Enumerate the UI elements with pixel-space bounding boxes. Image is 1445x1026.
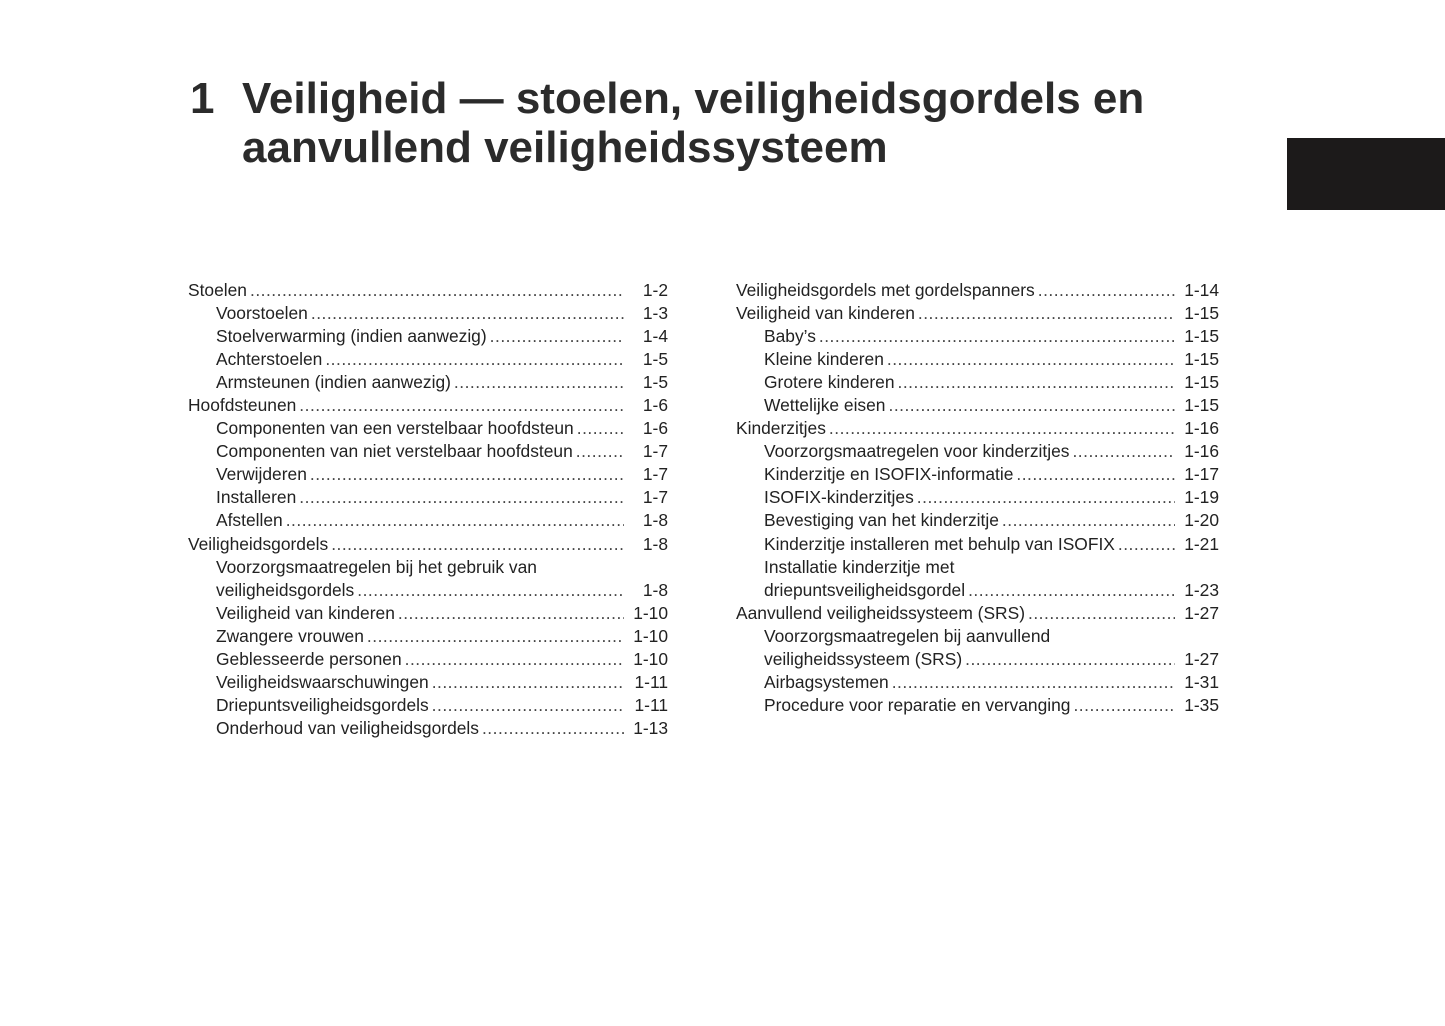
toc-entry[interactable]	[188, 533, 668, 556]
toc-entry-page: 1-3	[642, 303, 668, 324]
chapter-thumb-tab	[1287, 138, 1445, 210]
toc-entry-page: 1-27	[1184, 602, 1219, 623]
toc-entry-page: 1-10	[633, 648, 668, 669]
toc-entry-page: 1-15	[1184, 303, 1219, 324]
toc-entry-page: 1-7	[642, 487, 668, 508]
toc-entry-page: 1-16	[1184, 418, 1219, 439]
toc-entry-page: 1-23	[1184, 579, 1219, 600]
toc-entry[interactable]	[188, 279, 668, 302]
toc-entry-page: 1-8	[642, 533, 668, 554]
toc-entry[interactable]	[736, 279, 1219, 302]
toc-dot-leader	[325, 348, 624, 371]
toc-dot-leader	[968, 579, 1175, 602]
toc-entry-title: Voorzorgsmaatregelen bij het gebruik van	[216, 556, 537, 577]
toc-entry-title: Voorstoelen	[216, 303, 308, 324]
toc-entry[interactable]	[188, 579, 668, 602]
toc-entry-page: 1-10	[633, 625, 668, 646]
toc-entry-page: 1-19	[1184, 487, 1219, 508]
toc-dot-leader	[829, 417, 1175, 440]
toc-dot-leader	[398, 602, 624, 625]
toc-entry-page: 1-15	[1184, 349, 1219, 370]
chapter-title-line-1: Veiligheid — stoelen, veiligheidsgordels en	[242, 74, 1145, 123]
toc-entry[interactable]	[736, 463, 1219, 486]
toc-dot-leader	[1073, 694, 1175, 717]
toc-dot-leader	[1002, 509, 1175, 532]
toc-dot-leader	[887, 348, 1175, 371]
toc-entry[interactable]	[188, 371, 668, 394]
toc-entry[interactable]	[736, 509, 1219, 532]
toc-entry[interactable]	[188, 440, 668, 463]
toc-entry-title: Veiligheid van kinderen	[216, 602, 395, 623]
toc-entry[interactable]	[736, 648, 1219, 671]
toc-entry-title: driepuntsveiligheidsgordel	[764, 579, 966, 600]
toc-entry-page: 1-4	[642, 326, 668, 347]
toc-entry[interactable]	[188, 302, 668, 325]
toc-entry-page: 1-7	[642, 464, 668, 485]
toc-entry-title: Stoelen	[188, 280, 247, 300]
chapter-title	[190, 74, 1230, 172]
toc-dot-leader	[1072, 440, 1175, 463]
toc-entry-page: 1-13	[633, 717, 668, 738]
toc-entry-title: Afstellen	[216, 510, 283, 531]
toc-entry-page: 1-21	[1184, 533, 1219, 554]
toc-dot-leader	[250, 279, 624, 302]
toc-entry-title: Geblesseerde personen	[216, 648, 402, 669]
toc-dot-leader	[490, 325, 624, 348]
toc-entry[interactable]	[736, 671, 1219, 694]
toc-entry-page: 1-15	[1184, 372, 1219, 393]
toc-entry[interactable]	[188, 556, 668, 579]
toc-entry-title: Bevestiging van het kinderzitje	[764, 510, 999, 531]
toc-entry-title: veiligheidsgordels	[216, 579, 355, 600]
toc-dot-leader	[1038, 279, 1175, 302]
toc-entry-title: Wettelijke eisen	[764, 395, 886, 416]
toc-entry-page: 1-14	[1184, 280, 1219, 300]
toc-entry[interactable]	[188, 625, 668, 648]
toc-entry-title: Kinderzitjes	[736, 418, 826, 439]
toc-entry-title: Aanvullend veiligheidssysteem (SRS)	[736, 602, 1026, 623]
toc-dot-leader	[1016, 463, 1175, 486]
toc-entry[interactable]	[736, 602, 1219, 625]
toc-dot-leader	[1118, 533, 1175, 556]
toc-entry[interactable]	[188, 717, 668, 740]
toc-entry[interactable]	[188, 602, 668, 625]
toc-dot-leader	[299, 486, 624, 509]
toc-entry-title: Kleine kinderen	[764, 349, 884, 370]
toc-entry-title: Onderhoud van veiligheidsgordels	[216, 717, 479, 738]
toc-entry-title: Procedure voor reparatie en vervanging	[764, 694, 1071, 715]
toc-dot-leader	[917, 486, 1175, 509]
toc-entry-page: 1-15	[1184, 326, 1219, 347]
toc-entry[interactable]	[736, 417, 1219, 440]
toc-dot-leader	[577, 417, 624, 440]
toc-entry-title: Driepuntsveiligheidsgordels	[216, 694, 429, 715]
toc-entry-title: Zwangere vrouwen	[216, 625, 364, 646]
toc-entry-title: Componenten van een verstelbaar hoofdsteun	[216, 418, 574, 439]
toc-entry[interactable]	[736, 556, 1219, 579]
toc-entry-title: Voorzorgsmaatregelen voor kinderzitjes	[764, 441, 1070, 462]
toc-dot-leader	[299, 394, 624, 417]
toc-column-left	[188, 279, 668, 740]
toc-entry-page: 1-35	[1184, 694, 1219, 715]
toc-entry-page: 1-11	[634, 671, 668, 692]
toc-entry-title: Componenten van niet verstelbaar hoofdsteun	[216, 441, 573, 462]
toc-dot-leader	[311, 302, 624, 325]
toc-entry-page: 1-11	[634, 694, 668, 715]
toc-entry-page: 1-2	[642, 280, 668, 300]
toc-dot-leader	[405, 648, 624, 671]
toc-entry[interactable]	[736, 348, 1219, 371]
toc-entry[interactable]	[736, 533, 1219, 556]
toc-entry-page: 1-5	[642, 372, 668, 393]
toc-entry[interactable]	[188, 648, 668, 671]
toc-dot-leader	[454, 371, 624, 394]
toc-entry[interactable]	[188, 394, 668, 417]
toc-entry[interactable]	[736, 440, 1219, 463]
toc-column-right	[736, 279, 1219, 717]
toc-entry-title: Kinderzitje installeren met behulp van ISOFIX	[764, 533, 1115, 554]
toc-entry-page: 1-20	[1184, 510, 1219, 531]
toc-entry-title: Installeren	[216, 487, 297, 508]
toc-entry-page: 1-16	[1184, 441, 1219, 462]
toc-dot-leader	[576, 440, 624, 463]
toc-entry-title: Hoofdsteunen	[188, 395, 297, 416]
toc-entry[interactable]	[736, 394, 1219, 417]
toc-entry-page: 1-31	[1184, 671, 1219, 692]
toc-entry[interactable]	[188, 671, 668, 694]
toc-dot-leader	[918, 302, 1175, 325]
toc-dot-leader	[888, 394, 1175, 417]
toc-entry-title: Veiligheidswaarschuwingen	[216, 671, 429, 692]
toc-entry[interactable]	[188, 325, 668, 348]
toc-dot-leader	[286, 509, 624, 532]
toc-entry[interactable]	[736, 371, 1219, 394]
toc-dot-leader	[892, 671, 1175, 694]
toc-entry[interactable]	[736, 625, 1219, 648]
toc-entry[interactable]	[188, 463, 668, 486]
toc-dot-leader	[965, 648, 1175, 671]
toc-dot-leader	[482, 717, 624, 740]
toc-entry[interactable]	[736, 694, 1219, 717]
chapter-number: 1	[190, 74, 215, 123]
toc-entry-title: Veiligheidsgordels met gordelspanners	[736, 280, 1035, 300]
toc-dot-leader	[357, 579, 624, 602]
toc-entry-title: Verwijderen	[216, 464, 307, 485]
toc-dot-leader	[432, 694, 624, 717]
toc-dot-leader	[898, 371, 1176, 394]
toc-entry-title: Achterstoelen	[216, 349, 323, 370]
toc-entry-page: 1-15	[1184, 395, 1219, 416]
toc-entry-page: 1-5	[642, 349, 668, 370]
toc-dot-leader	[819, 325, 1175, 348]
toc-entry-page: 1-8	[642, 510, 668, 531]
toc-entry-title: Baby’s	[764, 326, 816, 347]
toc-entry-page: 1-17	[1184, 464, 1219, 485]
toc-dot-leader	[432, 671, 624, 694]
toc-entry-page: 1-10	[633, 602, 668, 623]
toc-entry[interactable]	[188, 417, 668, 440]
toc-entry-title: Airbagsystemen	[764, 671, 889, 692]
toc-entry-title: veiligheidssysteem (SRS)	[764, 648, 963, 669]
toc-dot-leader	[1028, 602, 1175, 625]
toc-entry-title: Kinderzitje en ISOFIX-informatie	[764, 464, 1014, 485]
toc-dot-leader	[367, 625, 624, 648]
toc-entry-page: 1-6	[642, 418, 668, 439]
chapter-title-line-2: aanvullend veiligheidssysteem	[242, 123, 888, 172]
toc-entry-page: 1-27	[1184, 648, 1219, 669]
toc-entry-page: 1-6	[642, 395, 668, 416]
toc-entry[interactable]	[188, 348, 668, 371]
toc-entry-title: Veiligheid van kinderen	[736, 303, 915, 324]
toc-entry-page: 1-7	[642, 441, 668, 462]
toc-entry-title: Installatie kinderzitje met	[764, 556, 955, 577]
toc-entry-title: Stoelverwarming (indien aanwezig)	[216, 326, 487, 347]
toc-dot-leader	[310, 463, 624, 486]
toc-entry-title: Veiligheidsgordels	[188, 533, 329, 554]
toc-entry-title: Voorzorgsmaatregelen bij aanvullend	[764, 625, 1051, 646]
toc-entry[interactable]	[736, 325, 1219, 348]
toc-entry[interactable]	[188, 486, 668, 509]
toc-entry[interactable]	[736, 302, 1219, 325]
toc-entry[interactable]	[188, 509, 668, 532]
toc-entry[interactable]	[736, 486, 1219, 509]
toc-entry-title: ISOFIX-kinderzitjes	[764, 487, 914, 508]
toc-entry[interactable]	[188, 694, 668, 717]
toc-entry-title: Grotere kinderen	[764, 372, 895, 393]
toc-entry[interactable]	[736, 579, 1219, 602]
toc-entry-page: 1-8	[642, 579, 668, 600]
toc-dot-leader	[331, 533, 624, 556]
toc-entry-title: Armsteunen (indien aanwezig)	[216, 372, 451, 393]
